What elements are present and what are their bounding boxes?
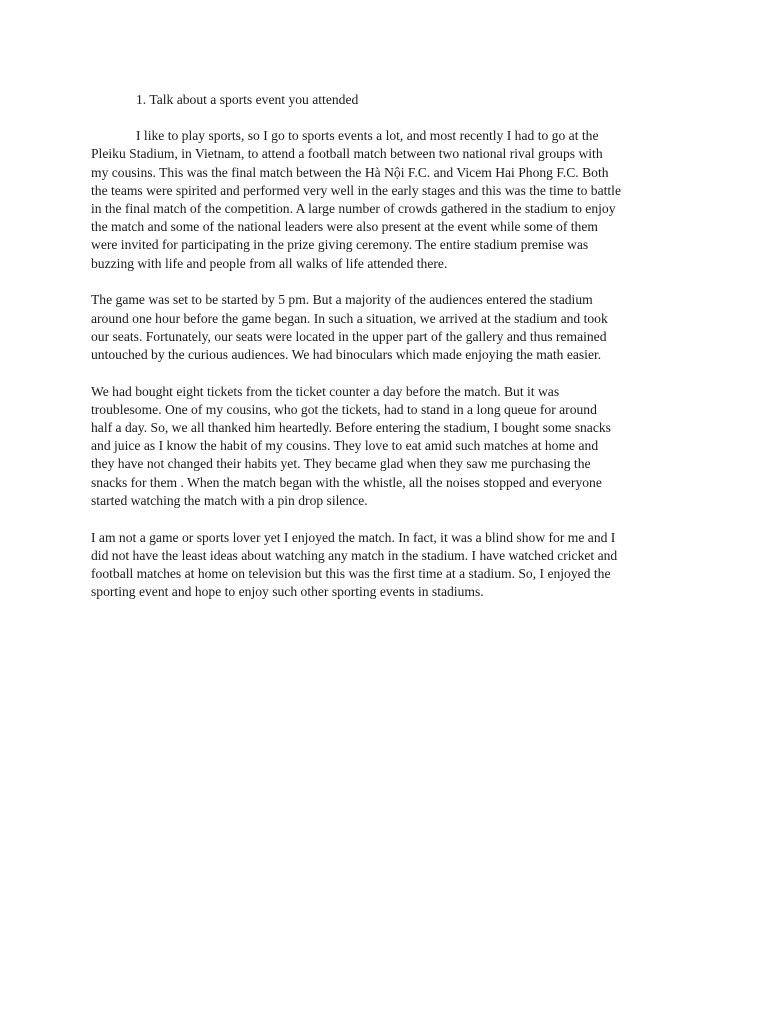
paragraph-4 [91,529,681,602]
paragraph-line: Pleiku Stadium, in Vietnam, to attend a football match between two national rival groups with [91,146,603,162]
paragraph-line: buzzing with life and people from all walks of life attended there. [91,255,448,271]
paragraph-1 [91,127,681,273]
paragraph-2 [91,291,681,364]
paragraph-line: my cousins. This was the final match between the Hà Nội F.C. and Vicem Hai Phong F.C. Both [91,164,609,180]
paragraph-line: were invited for participating in the prize giving ceremony. The entire stadium premise was [91,237,589,253]
document-heading: 1. Talk about a sports event you attended [136,92,359,107]
paragraph-line: troublesome. One of my cousins, who got the tickets, had to stand in a long queue for around [91,401,597,417]
paragraph-line: and juice as I know the habit of my cousins. They love to eat amid such matches at home and [91,438,599,454]
paragraph-line: untouched by the curious audiences. We had binoculars which made enjoying the math easier. [91,346,602,362]
paragraph-line: We had bought eight tickets from the ticket counter a day before the match. But it was [91,383,560,399]
paragraph-3 [91,383,681,510]
paragraph-line: in the final match of the competition. A large number of crowds gathered in the stadium to enjoy [91,201,616,217]
paragraph-line: the match and some of the national leaders were also present at the event while some of them [91,219,598,235]
paragraph-line: half a day. So, we all thanked him heartedly. Before entering the stadium, I bought some snacks [91,420,611,436]
paragraph-line: they have not changed their habits yet. They became glad when they saw me purchasing the [91,456,591,472]
paragraph-line: started watching the match with a pin drop silence. [91,492,368,508]
paragraph-line: football matches at home on television but this was the first time at a stadium. So, I enjoyed the [91,565,611,581]
paragraph-line: our seats. Fortunately, our seats were located in the upper part of the gallery and thus remained [91,328,607,344]
paragraph-line: sporting event and hope to enjoy such other sporting events in stadiums. [91,584,484,600]
paragraph-line: I like to play sports, so I go to sports events a lot, and most recently I had to go at the [136,128,599,144]
paragraph-line: the teams were spirited and performed very well in the early stages and this was the time to battle [91,182,621,198]
document-body [91,91,681,620]
paragraph-line: did not have the least ideas about watching any match in the stadium. I have watched cricket and [91,547,618,563]
paragraph-line: The game was set to be started by 5 pm. But a majority of the audiences entered the stadium [91,292,593,308]
paragraph-line: snacks for them . When the match began with the whistle, all the noises stopped and everyone [91,474,602,490]
paragraph-line: around one hour before the game began. In such a situation, we arrived at the stadium and took [91,310,608,326]
paragraph-line: I am not a game or sports lover yet I enjoyed the match. In fact, it was a blind show for me and I [91,529,616,545]
